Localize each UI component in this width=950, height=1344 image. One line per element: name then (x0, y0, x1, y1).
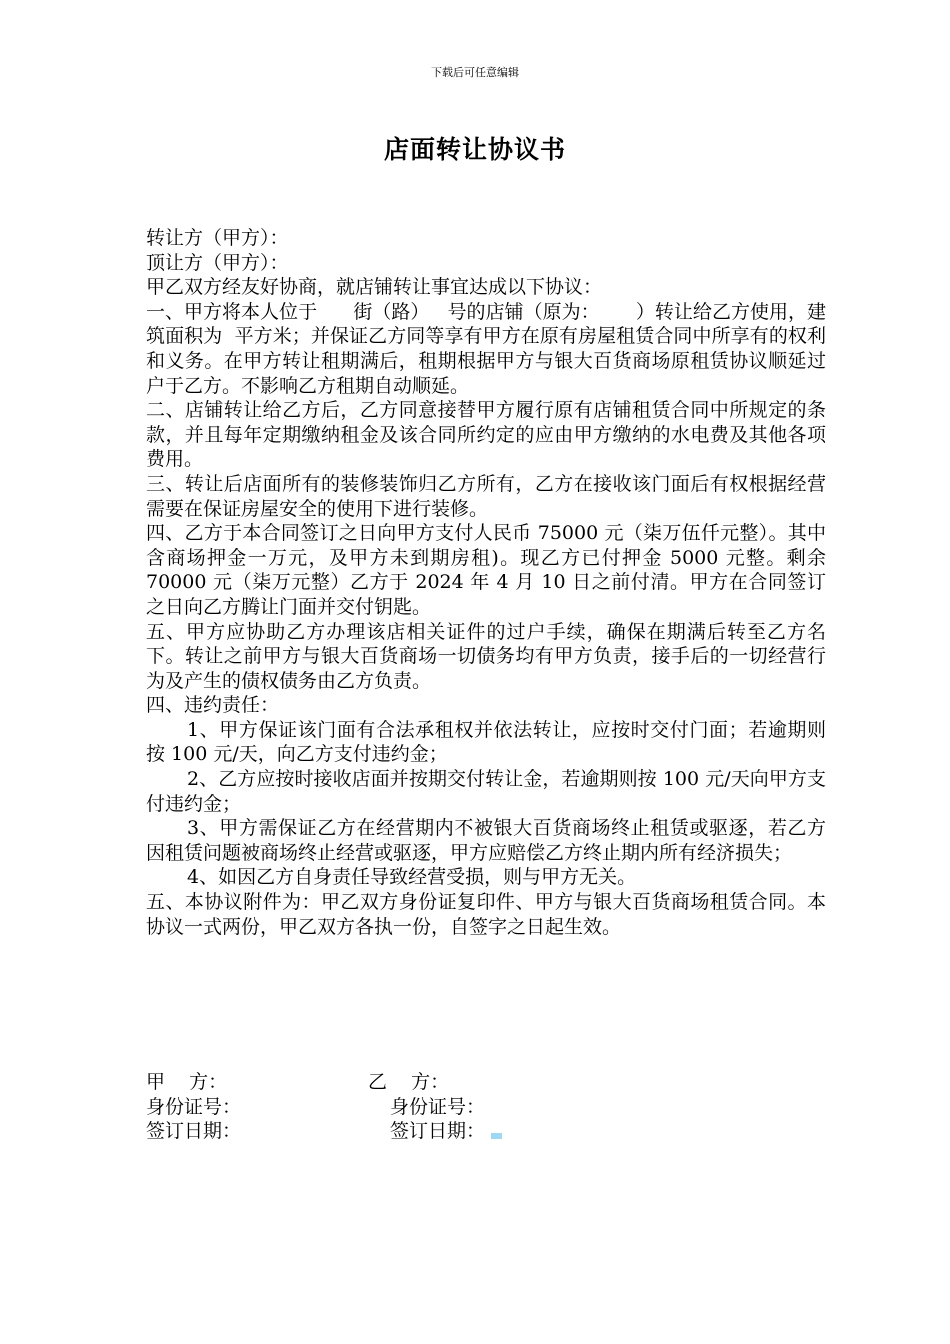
party-b-label: 乙 方： (368, 1071, 450, 1093)
signature-block (146, 1070, 826, 1144)
party-b-id-label: 身份证号： (390, 1095, 486, 1118)
party-a-date-label: 签订日期： (146, 1120, 242, 1143)
breach-item-1: 1、甲方保证该门面有合法承租权并依法转让，应按时交付门面；若逾期则按 100 元/天，向乙方支付违约金； (146, 718, 826, 766)
header-note: 下载后可任意编辑 (431, 66, 519, 79)
transferor-line: 转让方（甲方）： (146, 227, 289, 249)
party-b-date-label: 签订日期： (390, 1120, 486, 1143)
breach-item-3: 3、甲方需保证乙方在经营期内不被银大百货商场终止租赁或驱逐，若乙方因租赁问题被商场终止经营或驱逐，甲方应赔偿乙方终止期内所有经济损失； (146, 817, 826, 864)
breach-item-4: 4、如因乙方自身责任导致经营受损，则与甲方无关。 (187, 866, 637, 889)
id-row (146, 1095, 826, 1120)
clause-2: 二、店铺转让给乙方后，乙方同意接替甲方履行原有店铺租赁合同中所规定的条款，并且每年定期缴纳租金及该合同所约定的应由甲方缴纳的水电费及其他各项费用。 (146, 399, 826, 471)
breach-item-2: 2、乙方应按时接收店面并按期交付转让金，若逾期则按 100 元/天向甲方支付违约金； (146, 768, 826, 815)
party-a-label: 甲 方： (146, 1071, 228, 1093)
date-row (146, 1119, 826, 1144)
agreement-body (146, 226, 833, 939)
document-title: 店面转让协议书 (383, 135, 566, 164)
clause-3: 三、转让后店面所有的装修装饰归乙方所有，乙方在接收该门面后有权根据经营需要在保证房屋安全的使用下进行装修。 (146, 472, 826, 520)
preamble: 甲乙双方经友好协商，就店铺转让事宜达成以下协议： (146, 276, 603, 299)
clause-5-transfer: 五、甲方应协助乙方办理该店相关证件的过户手续，确保在期满后转至乙方名下。转让之前甲方与银大百货商场一切债务均有甲方负责，接手后的一切经营行为及产生的债权债务由乙方负责。 (146, 620, 826, 692)
clause-4-payment: 四、乙方于本合同签订之日向甲方支付人民币 75000 元（柒万伍仟元整）。其中含商场押金一万元，及甲方未到期房租)。现乙方已付押金 5000 元整。剩余 70000 元（柒万元整）乙方于 2024 年 4 月 10 日之前付清。甲方在合同签订之日向乙方腾让门面并交付钥匙。 (146, 522, 833, 618)
breach-heading: 四、违约责任： (146, 694, 280, 717)
clause-1: 一、甲方将本人位于 街（路） 号的店铺（原为： ）转让给乙方使用，建筑面积为 平方米；并保证乙方同等享有甲方在原有房屋租赁合同中所享有的权利和义务。在甲方转让租期满后，租期根据甲方与银大百货商场原租赁协议顺延过户于乙方。不影响乙方租期自动顺延。 (146, 300, 826, 397)
party-b-date-group (390, 1119, 502, 1144)
transferee-line: 顶让方（甲方）： (146, 251, 289, 274)
party-a-id-label: 身份证号： (146, 1095, 242, 1118)
attachments-clause: 五、本协议附件为：甲乙双方身份证复印件、甲方与银大百货商场租赁合同。本协议一式两份，甲乙双方各执一份，自签字之日起生效。 (146, 891, 826, 938)
text-cursor-marker[interactable] (491, 1133, 502, 1139)
party-row (146, 1070, 826, 1095)
